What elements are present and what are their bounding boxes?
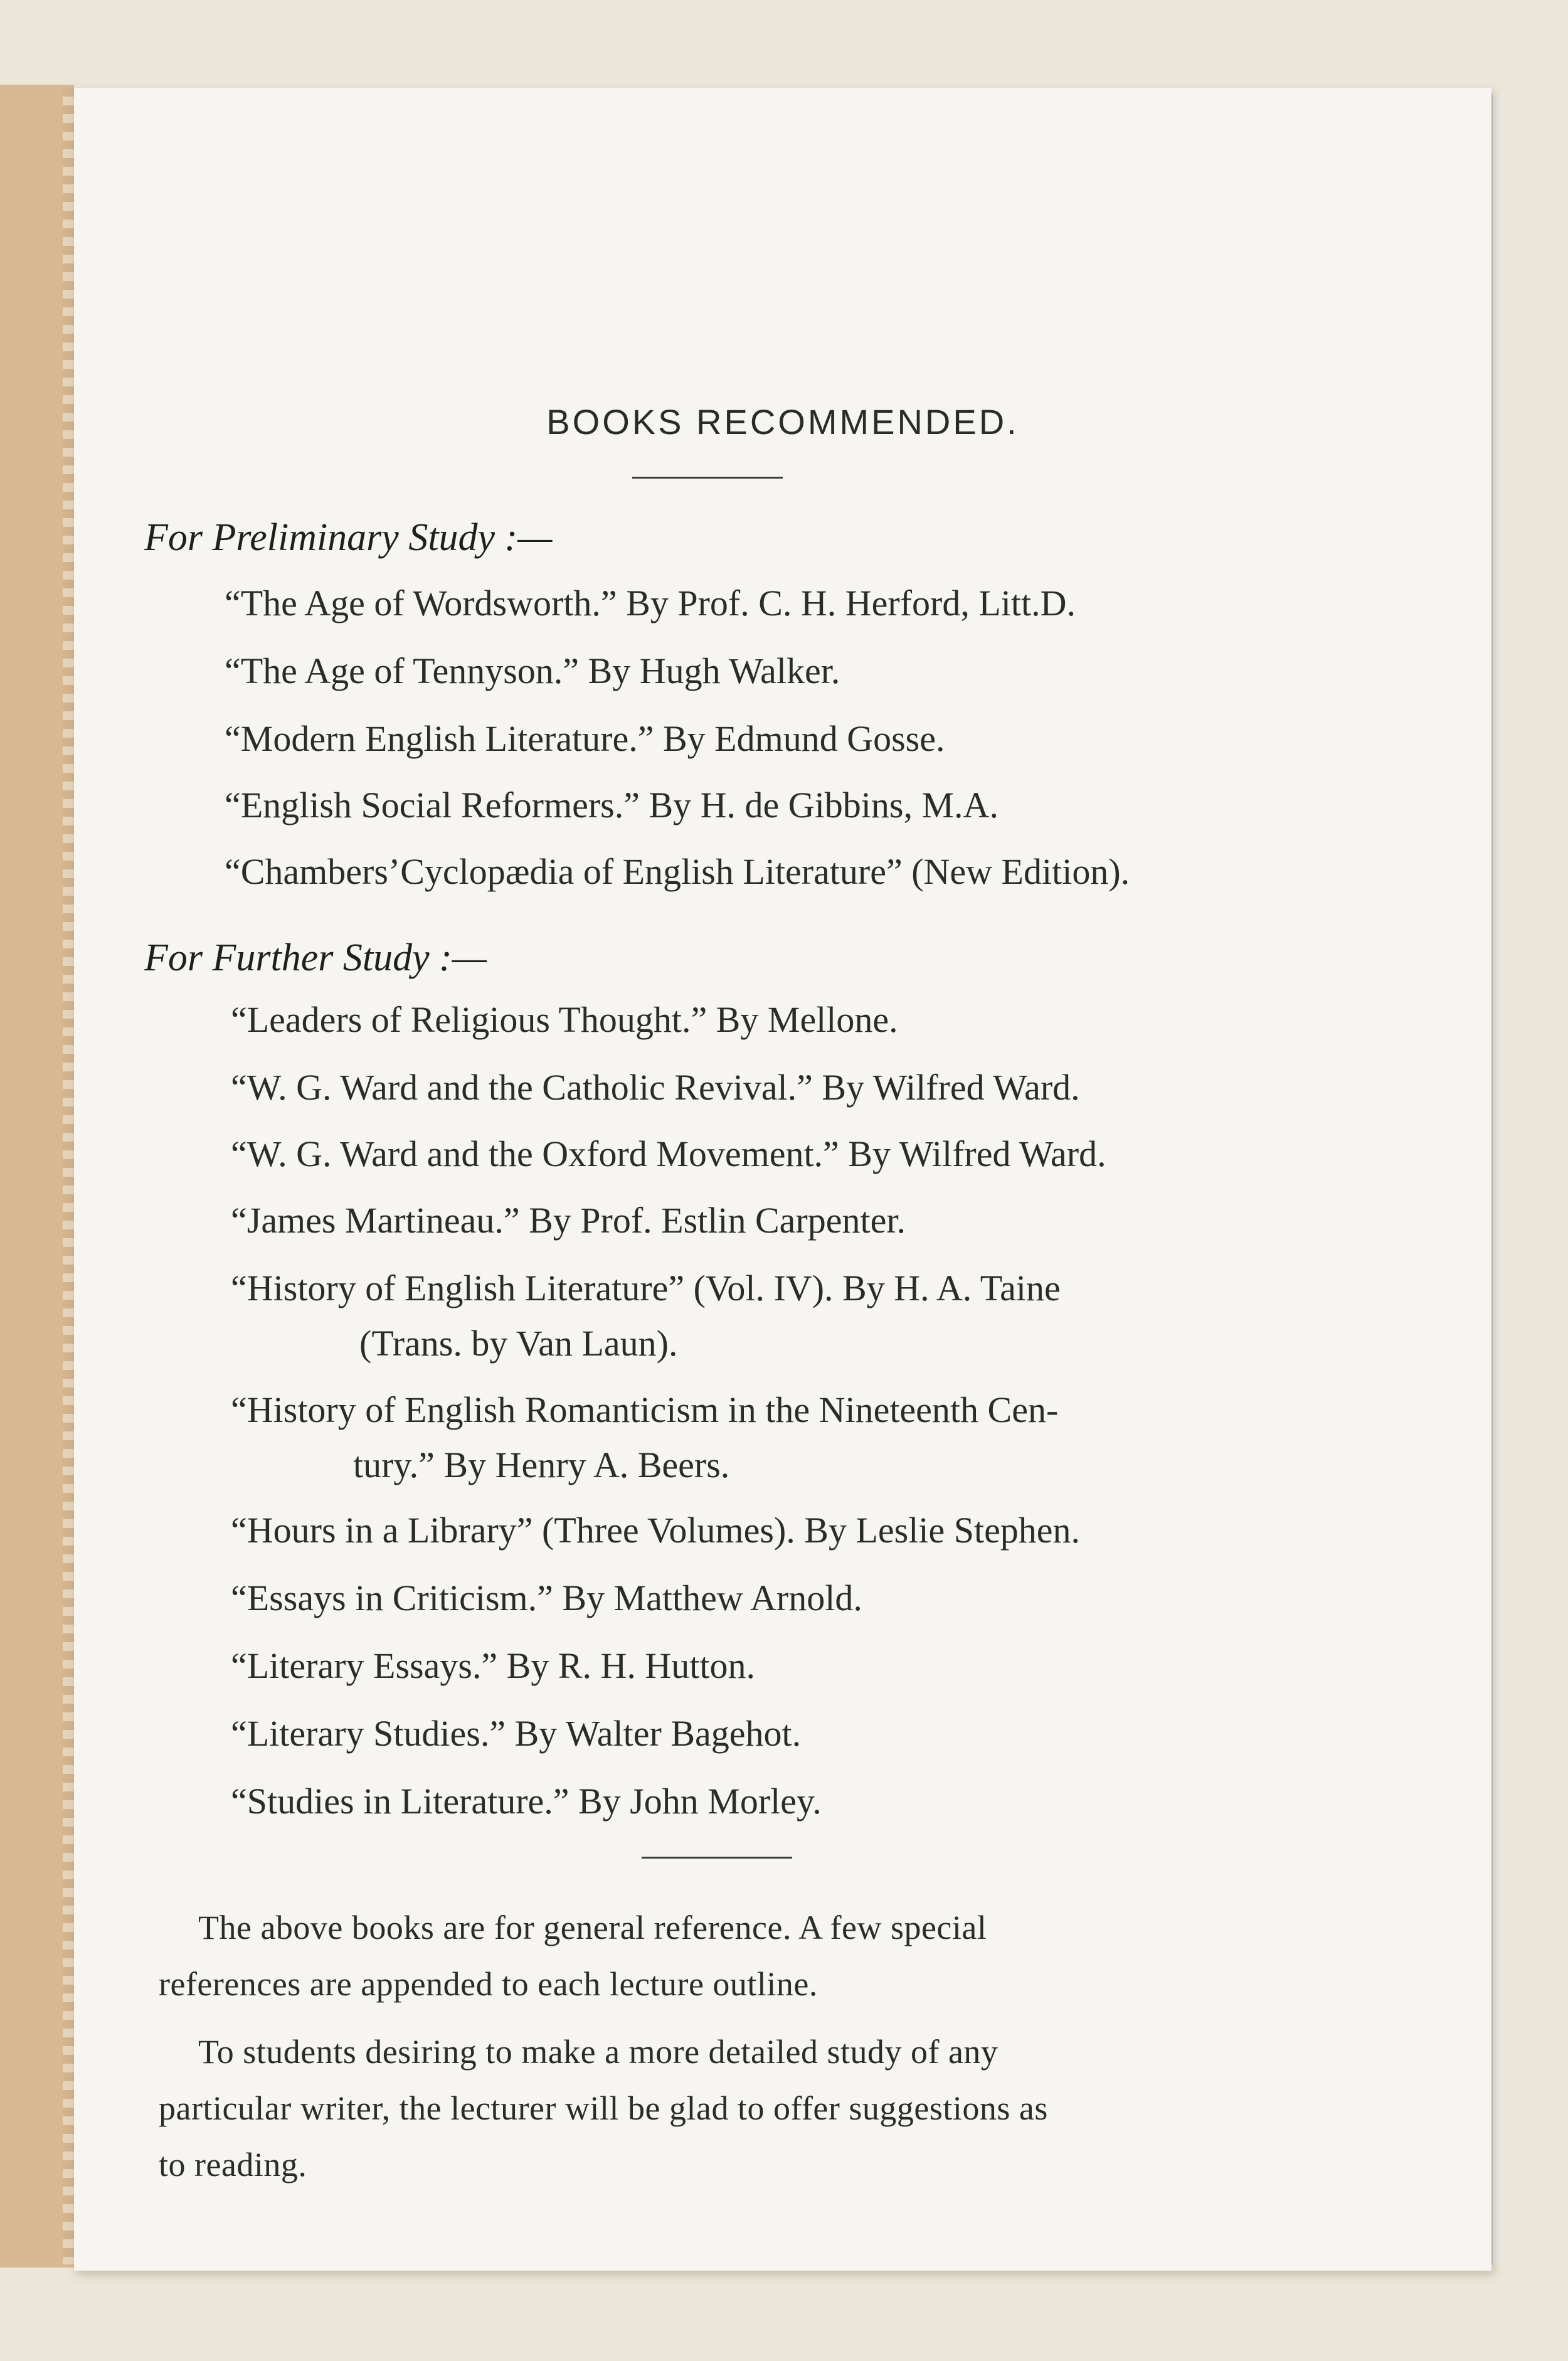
note-line-1: The above books are for general reference. A few special: [198, 1909, 987, 1946]
page-title: BOOKS RECOMMENDED.: [546, 402, 1019, 442]
section-heading-further: For Further Study :—: [144, 936, 487, 979]
entry-further-2: “W. G. Ward and the Catholic Revival.” By Wilfred Ward.: [231, 1067, 1080, 1108]
entry-further-5-cont: (Trans. by Van Laun).: [359, 1323, 678, 1364]
entry-further-10: “Literary Studies.” By Walter Bagehot.: [231, 1713, 802, 1754]
footer-rule: [642, 1857, 792, 1859]
entry-further-6: “History of English Romanticism in the Nineteenth Cen-: [231, 1389, 1059, 1430]
entry-further-4: “James Martineau.” By Prof. Estlin Carpenter.: [231, 1200, 906, 1241]
entry-prelim-4: “English Social Reformers.” By H. de Gibbins, M.A.: [225, 785, 999, 825]
note-line-3: To students desiring to make a more detailed study of any: [198, 2033, 999, 2071]
entry-prelim-5: “Chambers’Cyclopædia of English Literature” (New Edition).: [225, 851, 1130, 892]
entry-further-8: “Essays in Criticism.” By Matthew Arnold.: [231, 1578, 862, 1618]
section-heading-preliminary: For Preliminary Study :—: [144, 516, 553, 559]
book-page: [74, 88, 1491, 2271]
entry-prelim-2: “The Age of Tennyson.” By Hugh Walker.: [225, 650, 840, 691]
entry-further-3: “W. G. Ward and the Oxford Movement.” By Wilfred Ward.: [231, 1133, 1106, 1174]
entry-prelim-1: “The Age of Wordsworth.” By Prof. C. H. Herford, Litt.D.: [225, 583, 1076, 623]
title-rule: [632, 477, 783, 479]
entry-further-1: “Leaders of Religious Thought.” By Mellone.: [231, 999, 898, 1040]
entry-further-11: “Studies in Literature.” By John Morley.: [231, 1781, 822, 1822]
note-line-5: to reading.: [159, 2146, 307, 2183]
entry-further-6-cont: tury.” By Henry A. Beers.: [353, 1445, 730, 1485]
entry-further-9: “Literary Essays.” By R. H. Hutton.: [231, 1645, 756, 1686]
page-edge: [1491, 94, 1504, 2264]
entry-prelim-3: “Modern English Literature.” By Edmund Gosse.: [225, 718, 945, 759]
note-line-4: particular writer, the lecturer will be glad to offer suggestions as: [159, 2089, 1048, 2127]
note-line-2: references are appended to each lecture outline.: [159, 1965, 818, 2003]
entry-further-7: “Hours in a Library” (Three Volumes). By Leslie Stephen.: [231, 1510, 1081, 1551]
entry-further-5: “History of English Literature” (Vol. IV). By H. A. Taine: [231, 1268, 1061, 1308]
